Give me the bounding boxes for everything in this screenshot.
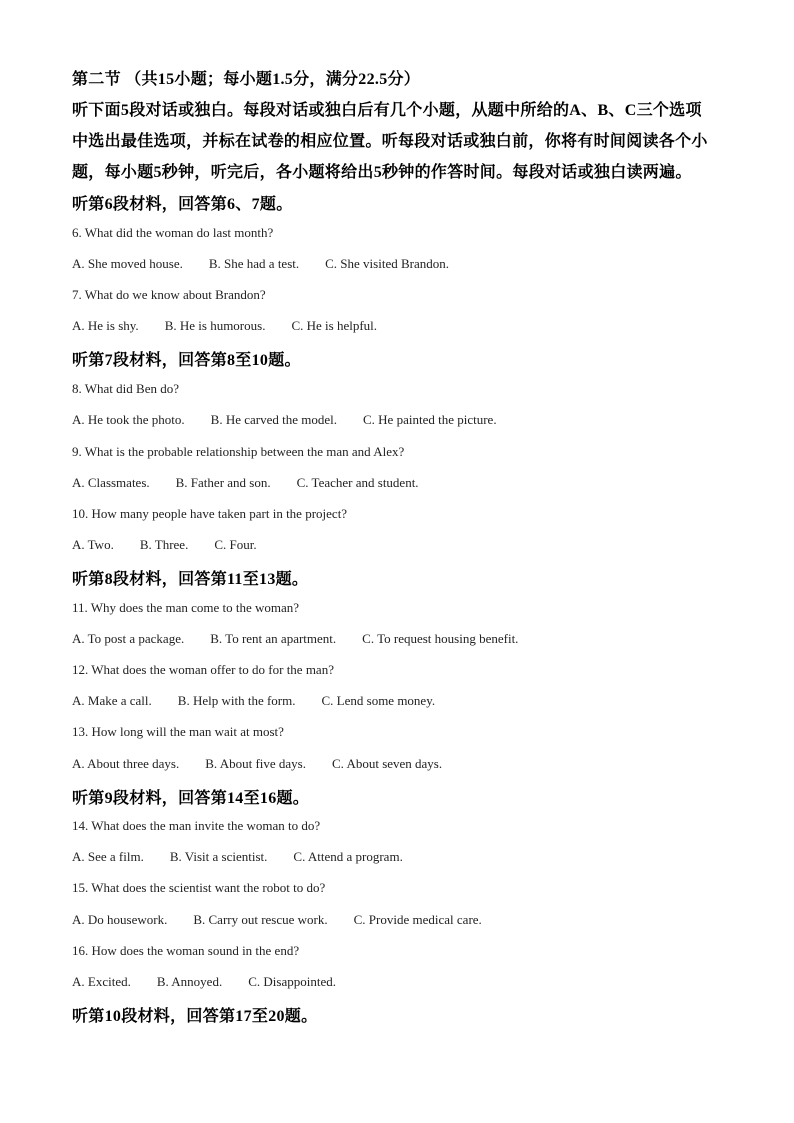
question-11: 11. Why does the man come to the woman? (72, 600, 300, 615)
options-6 (72, 256, 449, 272)
option-8b: B. He carved the model. (210, 412, 337, 427)
block-header-10: 听第10段材料，回答第17至20题。 (72, 1008, 318, 1025)
option-8a: A. He took the photo. (72, 412, 185, 427)
option-12a: A. Make a call. (72, 693, 152, 708)
question-12: 12. What does the woman offer to do for the man? (72, 662, 334, 677)
block-header-9: 听第9段材料，回答第14至16题。 (72, 790, 310, 807)
option-14b: B. Visit a scientist. (169, 849, 268, 864)
options-16 (72, 974, 336, 990)
option-15b: B. Carry out rescue work. (193, 912, 328, 927)
question-10: 10. How many people have taken part in the project? (72, 506, 348, 521)
options-7 (72, 318, 377, 334)
block-header-7: 听第7段材料，回答第8至10题。 (72, 352, 301, 369)
option-6a: A. She moved house. (72, 256, 183, 271)
option-7a: A. He is shy. (72, 318, 139, 333)
question-8: 8. What did Ben do? (72, 381, 179, 396)
options-8 (72, 412, 497, 428)
option-11a: A. To post a package. (72, 631, 185, 646)
section-header: 第二节 （共15小题；每小题1.5分，满分22.5分） (72, 71, 421, 88)
option-6c: C. She visited Brandon. (325, 256, 449, 271)
options-11 (72, 631, 518, 647)
option-12b: B. Help with the form. (177, 693, 296, 708)
options-12 (72, 693, 435, 709)
option-14c: C. Attend a program. (293, 849, 403, 864)
option-10c: C. Four. (214, 537, 257, 552)
option-10a: A. Two. (72, 537, 114, 552)
option-11c: C. To request housing benefit. (362, 631, 519, 646)
block-header-8: 听第8段材料，回答第11至13题。 (72, 571, 309, 588)
option-13a: A. About three days. (72, 756, 180, 771)
instructions-line-1: 听下面5段对话或独白。每段对话或独白后有几个小题，从题中所给的A、B、C三个选项 (72, 102, 702, 119)
option-16b: B. Annoyed. (156, 974, 223, 989)
options-9 (72, 475, 419, 491)
question-13: 13. How long will the man wait at most? (72, 724, 284, 739)
option-9b: B. Father and son. (175, 475, 271, 490)
option-11b: B. To rent an apartment. (210, 631, 337, 646)
options-13 (72, 756, 442, 772)
options-14 (72, 849, 403, 865)
option-16c: C. Disappointed. (248, 974, 336, 989)
question-15: 15. What does the scientist want the robot to do? (72, 880, 326, 895)
question-6: 6. What did the woman do last month? (72, 225, 274, 240)
option-13b: B. About five days. (205, 756, 306, 771)
options-10 (72, 537, 257, 553)
question-14: 14. What does the man invite the woman to do? (72, 818, 321, 833)
option-12c: C. Lend some money. (321, 693, 436, 708)
option-14a: A. See a film. (72, 849, 144, 864)
option-7c: C. He is helpful. (291, 318, 378, 333)
block-header-6: 听第6段材料，回答第6、7题。 (72, 196, 293, 213)
question-7: 7. What do we know about Brandon? (72, 287, 266, 302)
option-6b: B. She had a test. (208, 256, 300, 271)
question-9: 9. What is the probable relationship between the man and Alex? (72, 444, 405, 459)
option-9a: A. Classmates. (72, 475, 150, 490)
option-15c: C. Provide medical care. (353, 912, 482, 927)
option-9c: C. Teacher and student. (296, 475, 419, 490)
question-16: 16. How does the woman sound in the end? (72, 943, 300, 958)
option-16a: A. Excited. (72, 974, 131, 989)
option-7b: B. He is humorous. (164, 318, 266, 333)
instructions-line-3: 题，每小题5秒钟，听完后，各小题将给出5秒钟的作答时间。每段对话或独白读两遍。 (72, 164, 692, 181)
option-10b: B. Three. (139, 537, 189, 552)
option-8c: C. He painted the picture. (363, 412, 497, 427)
options-15 (72, 912, 482, 928)
instructions-line-2: 中选出最佳选项，并标在试卷的相应位置。听每段对话或独白前，你将有时间阅读各个小 (72, 133, 708, 150)
option-15a: A. Do housework. (72, 912, 168, 927)
option-13c: C. About seven days. (331, 756, 443, 771)
